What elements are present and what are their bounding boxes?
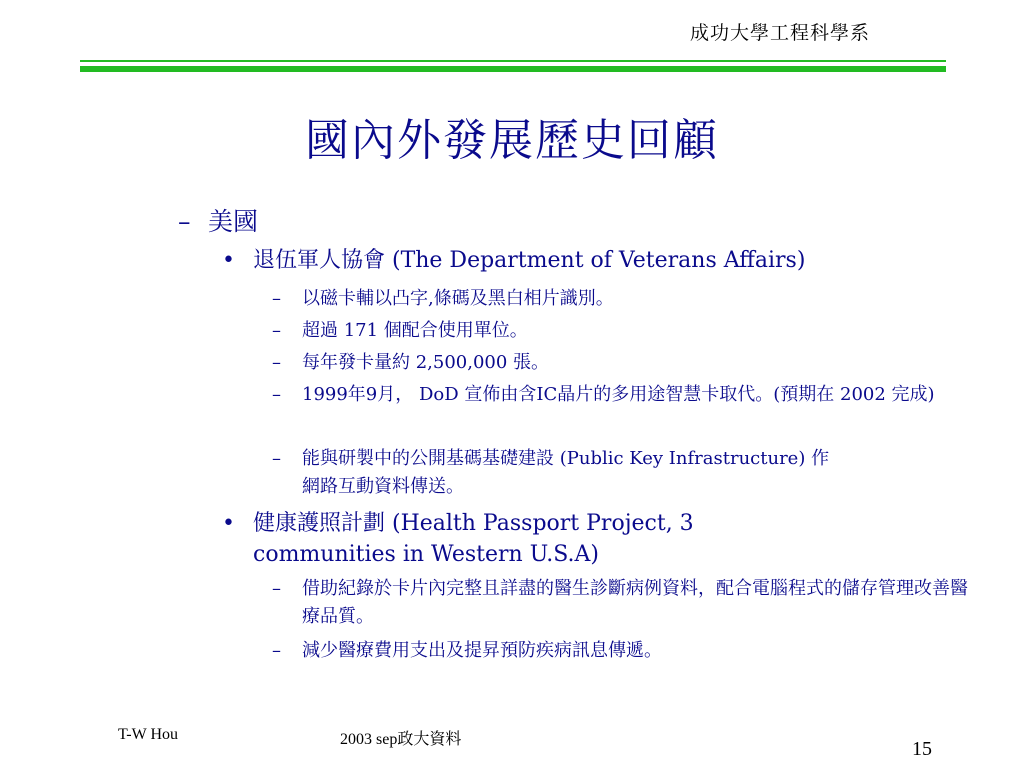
header-rule-thick: [80, 66, 946, 72]
dash-marker: –: [178, 207, 191, 236]
footer-center-text: 2003 sep政大資料: [340, 731, 462, 748]
header-organization: 成功大學工程科學系: [689, 22, 870, 44]
dash-marker: –: [272, 352, 281, 373]
sub-item-text: 每年發卡量約 2,500,000 張。: [302, 352, 550, 373]
dash-marker: –: [272, 288, 281, 309]
sub-item-text: 1999年9月， DoD 宣佈由含IC晶片的多用途智慧卡取代。(預期在 2002 完成): [302, 384, 935, 405]
sub-item-text: 減少醫療費用支出及提昇預防疾病訊息傳遞。: [302, 640, 662, 661]
bullet-text: 健康護照計劃 (Health Passport Project, 3 communities in Western U.S.A): [253, 511, 694, 567]
sub-item-text: 以磁卡輔以凸字,條碼及黑白相片識別。: [302, 288, 614, 309]
bullet-marker: •: [222, 511, 235, 536]
dash-marker: –: [272, 640, 281, 661]
footer-author: T-W Hou: [118, 726, 178, 743]
dash-marker: –: [272, 320, 281, 341]
dash-marker: –: [272, 578, 281, 599]
dash-marker: –: [272, 448, 281, 469]
bullet-text: 退伍軍人協會 (The Department of Veterans Affairs): [253, 248, 806, 273]
page-number: 15: [912, 738, 932, 760]
sub-item-text: 超過 171 個配合使用單位。: [302, 320, 528, 341]
bullet-marker: •: [222, 248, 235, 273]
header-rule-thin: [80, 60, 946, 62]
section-label: 美國: [208, 207, 259, 236]
section-heading: [178, 202, 258, 238]
sub-item-text: 能與研製中的公開基碼基礎建設 (Public Key Infrastructure) 作網路互動資料傳送。: [302, 448, 830, 497]
sub-item-text: 借助紀錄於卡片內完整且詳盡的醫生診斷病例資料，配合電腦程式的儲存管理改善醫療品質。: [302, 578, 968, 627]
slide-title: 國內外發展歷史回顧: [305, 115, 719, 166]
dash-marker: –: [272, 384, 281, 405]
